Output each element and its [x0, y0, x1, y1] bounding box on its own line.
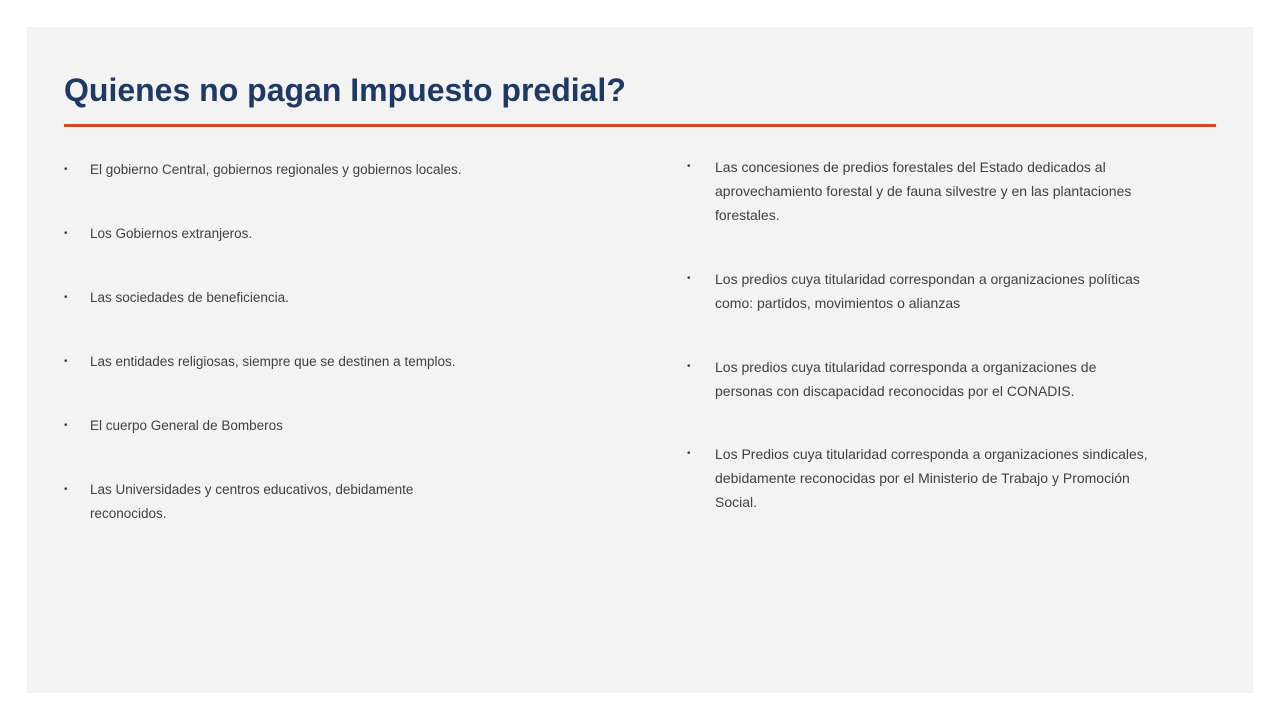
- list-item: [687, 155, 1157, 227]
- list-item-text: El gobierno Central, gobiernos regionales y gobiernos locales.: [90, 162, 462, 177]
- list-item: [64, 478, 454, 526]
- list-item-text: Las Universidades y centros educativos, debidamente reconocidos.: [90, 482, 414, 521]
- slide: [27, 27, 1253, 693]
- bullet-icon: •: [687, 273, 691, 284]
- list-item-text: Las sociedades de beneficiencia.: [90, 290, 289, 305]
- bullet-icon: •: [64, 420, 68, 431]
- bullet-icon: •: [687, 361, 691, 372]
- list-item-text: Las entidades religiosas, siempre que se destinen a templos.: [90, 354, 456, 369]
- bullet-icon: •: [64, 484, 68, 495]
- bullet-icon: •: [64, 164, 68, 175]
- bullet-icon: •: [687, 161, 691, 172]
- list-item-text: Las concesiones de predios forestales del Estado dedicados al aprovechamiento forestal y de fauna silvestre y en las plantaciones forestales.: [715, 159, 1132, 223]
- list-item-text: Los predios cuya titularidad correspondan a organizaciones políticas como: partidos, movimientos o alianzas: [715, 271, 1140, 311]
- title-divider: [64, 124, 1216, 127]
- bullet-icon: •: [64, 356, 68, 367]
- list-item-text: Los predios cuya titularidad corresponda a organizaciones de personas con discapacidad reconocidas por el CONADIS.: [715, 359, 1097, 399]
- list-item: [687, 442, 1157, 514]
- list-item-text: Los Predios cuya titularidad corresponda a organizaciones sindicales, debidamente reconocidas por el Ministerio de Trabajo y Promoción Social.: [715, 446, 1148, 510]
- list-item: [64, 222, 504, 246]
- list-item: [64, 158, 504, 182]
- list-item-text: El cuerpo General de Bomberos: [90, 418, 283, 433]
- list-item-text: Los Gobiernos extranjeros.: [90, 226, 253, 241]
- slide-title: Quienes no pagan Impuesto predial?: [64, 72, 626, 108]
- list-item: [687, 355, 1157, 403]
- list-item: [64, 350, 504, 374]
- bullet-icon: •: [64, 292, 68, 303]
- list-item: [64, 414, 504, 438]
- list-item: [687, 267, 1157, 315]
- bullet-icon: •: [64, 228, 68, 239]
- list-item: [64, 286, 504, 310]
- bullet-icon: •: [687, 448, 691, 459]
